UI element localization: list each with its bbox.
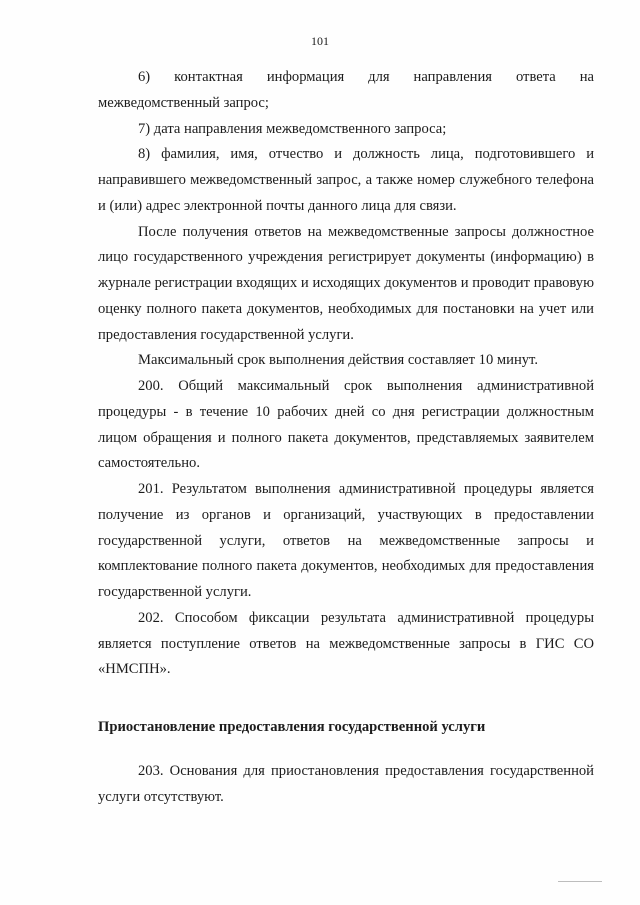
section-heading: Приостановление предоставления государственной услуги <box>98 719 486 735</box>
footer-rule <box>558 881 602 882</box>
paragraph-clause-203: 203. Основания для приостановления предоставления государственной услуги отсутствуют. <box>98 762 594 805</box>
document-body <box>98 65 594 810</box>
paragraph-item-6: 6) контактная информация для направления ответа на межведомственный запрос; <box>98 69 594 111</box>
paragraph-item-8: 8) фамилия, имя, отчество и должность лица, подготовившего и направившего межведомственный запрос, а также номер служебного телефона и (или) адрес электронной почты данного лица для связи. <box>98 146 594 214</box>
paragraph-clause-202: 202. Способом фиксации результата административной процедуры является поступление ответов на межведомственные запросы в ГИС СО «НМСПН». <box>98 609 594 678</box>
paragraph-clause-201: 201. Результатом выполнения административной процедуры является получение из органов и организаций, участвующих в предоставлении государственной услуги, ответов на межведомственные запросы и комплектование полного пакета документов, необходимых для предоставления государственной услуги. <box>98 481 594 600</box>
page-number: 101 <box>311 34 329 48</box>
paragraph-max-time: Максимальный срок выполнения действия составляет 10 минут. <box>138 352 538 369</box>
paragraph-after-receipt: После получения ответов на межведомственные запросы должностное лицо государственного учреждения регистрирует документы (информацию) в журнале регистрации входящих и исходящих документов и проводит правовую оценку полного пакета документов, необходимых для постановки на учет или предоставления государственной услуги. <box>98 223 594 343</box>
paragraph-clause-200: 200. Общий максимальный срок выполнения административной процедуры - в течение 10 рабочих дней со дня регистрации должностным лицом обращения и полного пакета документов, представляемых заявителем самостоятельно. <box>98 378 594 472</box>
paragraph-item-7: 7) дата направления межведомственного запроса; <box>138 120 447 137</box>
